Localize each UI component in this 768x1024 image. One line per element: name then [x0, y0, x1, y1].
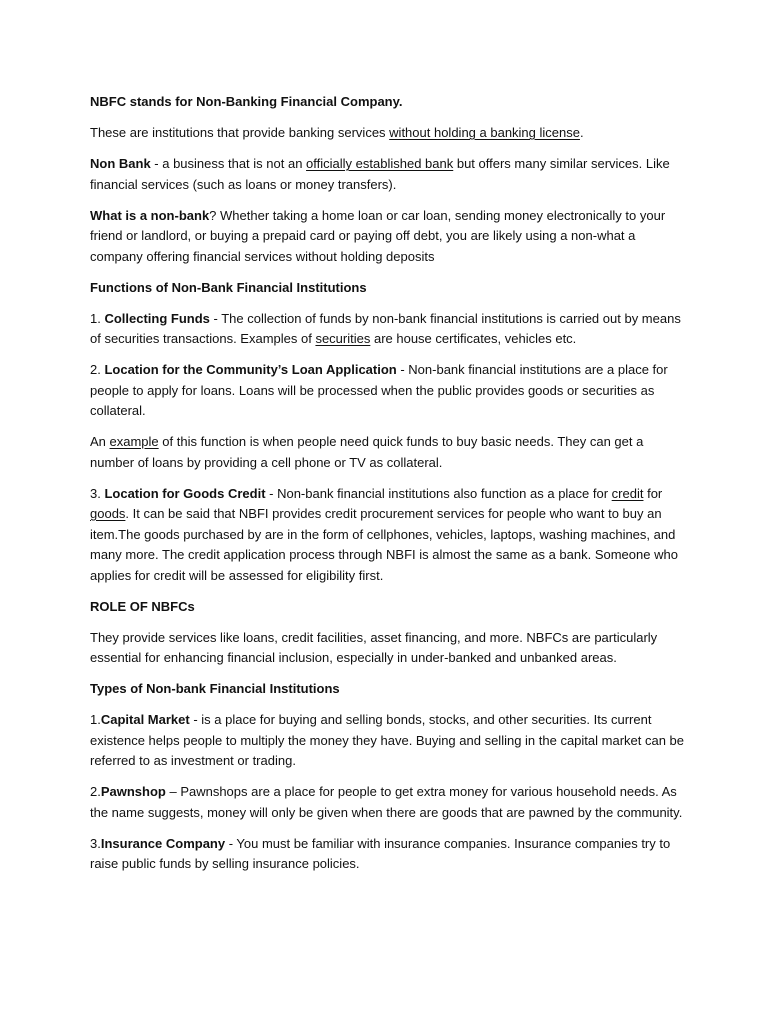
role-heading-text: ROLE OF NBFCs	[90, 598, 195, 614]
intro-heading-text: NBFC stands for Non-Banking Financial Company.	[90, 94, 403, 109]
collecting-funds-paragraph	[90, 309, 690, 350]
goods-credit-text-end: . It can be said that NBFI provides credit procurement services for people who want to buy an item.The goods purchased by are in the form of cellphones, vehicles, laptops, washing machines, and many more. The credit application process through NBFI is almost the same as a bank. Someone who applies for credit will be assessed for eligibility first.	[90, 506, 678, 583]
loan-application-term: Location for the Community’s Loan Application	[104, 362, 397, 377]
goods-credit-text: - Non-bank financial institutions also function as a place for	[265, 485, 612, 501]
goods-credit-paragraph	[90, 484, 690, 587]
definition-text-end: .	[579, 125, 584, 140]
types-heading-text: Types of Non-bank Financial Institutions	[90, 681, 340, 696]
non-bank-term: Non Bank	[90, 156, 151, 171]
functions-heading	[90, 278, 690, 299]
types-heading	[90, 679, 690, 700]
item-number: 3.	[90, 485, 105, 501]
insurance-text: - You must be familiar with insurance companies. Insurance companies try to raise public funds by selling insurance policies.	[90, 835, 671, 871]
non-bank-text: - a business that is not an	[150, 156, 307, 171]
example-text-end: of this function is when people need quick funds to buy basic needs. They can get a number of loans by providing a cell phone or TV as collateral.	[90, 434, 644, 470]
non-bank-paragraph	[90, 154, 690, 195]
banking-license-link[interactable]: without holding a banking license	[389, 125, 580, 140]
example-link[interactable]: example	[109, 434, 159, 449]
role-paragraph	[90, 628, 690, 669]
collecting-funds-term: Collecting Funds	[104, 310, 210, 326]
capital-market-term: Capital Market	[100, 712, 190, 727]
document-page	[90, 92, 690, 885]
goods-link[interactable]: goods	[90, 506, 126, 521]
definition-text: These are institutions that provide banking services	[90, 125, 390, 140]
pawnshop-paragraph	[90, 782, 690, 823]
intro-heading	[90, 92, 690, 113]
loan-application-text: - Non-bank financial institutions are a place for people to apply for loans. Loans will be processed when the public provides goods or securities as collateral.	[90, 362, 668, 418]
item-number: 1.	[90, 712, 101, 727]
loan-application-paragraph	[90, 360, 690, 422]
definition-paragraph	[90, 123, 690, 144]
insurance-term: Insurance Company	[100, 835, 226, 851]
item-number: 3.	[90, 835, 101, 851]
pawnshop-text: – Pawnshops are a place for people to get extra money for various household needs. As the name suggests, money will only be given when there are goods that are pawned by the community.	[90, 784, 683, 820]
goods-credit-text-mid: for	[643, 485, 663, 501]
non-bank-text-end: but offers many similar services. Like financial services (such as loans or money transfers).	[90, 156, 670, 192]
role-heading	[90, 597, 690, 618]
what-is-non-bank-paragraph	[90, 206, 690, 268]
item-number: 2.	[90, 784, 101, 799]
item-number: 1.	[90, 310, 105, 326]
credit-link[interactable]: credit	[611, 485, 644, 501]
item-number: 2.	[90, 362, 105, 377]
capital-market-text: - is a place for buying and selling bonds, stocks, and other securities. Its current existence helps people to multiply the money they have. Buying and selling in the capital market can be referred to as investment or trading.	[90, 712, 685, 768]
functions-heading-text: Functions of Non-Bank Financial Institutions	[90, 279, 367, 295]
collecting-funds-text-end: are house certificates, vehicles etc.	[370, 331, 577, 346]
established-bank-link[interactable]: officially established bank	[306, 156, 454, 171]
example-text: An	[90, 434, 110, 449]
role-text: They provide services like loans, credit facilities, asset financing, and more. NBFCs are particularly essential for enhancing financial inclusion, especially in under-banked and unbanked areas.	[90, 629, 658, 665]
what-is-non-bank-term: What is a non-bank	[90, 207, 210, 223]
pawnshop-term: Pawnshop	[100, 784, 166, 799]
collecting-funds-text: - The collection of funds by non-bank financial institutions is carried out by means of securities transactions. Examples of	[90, 310, 681, 346]
securities-link[interactable]: securities	[315, 331, 371, 346]
capital-market-paragraph	[90, 710, 690, 772]
what-is-non-bank-text: ? Whether taking a home loan or car loan, sending money electronically to your friend or landlord, or buying a prepaid card or paying off debt, you are likely using a non-what a company offering financial services without holding deposits	[90, 207, 666, 264]
insurance-paragraph	[90, 834, 690, 875]
goods-credit-term: Location for Goods Credit	[104, 485, 266, 501]
example-paragraph	[90, 432, 690, 473]
